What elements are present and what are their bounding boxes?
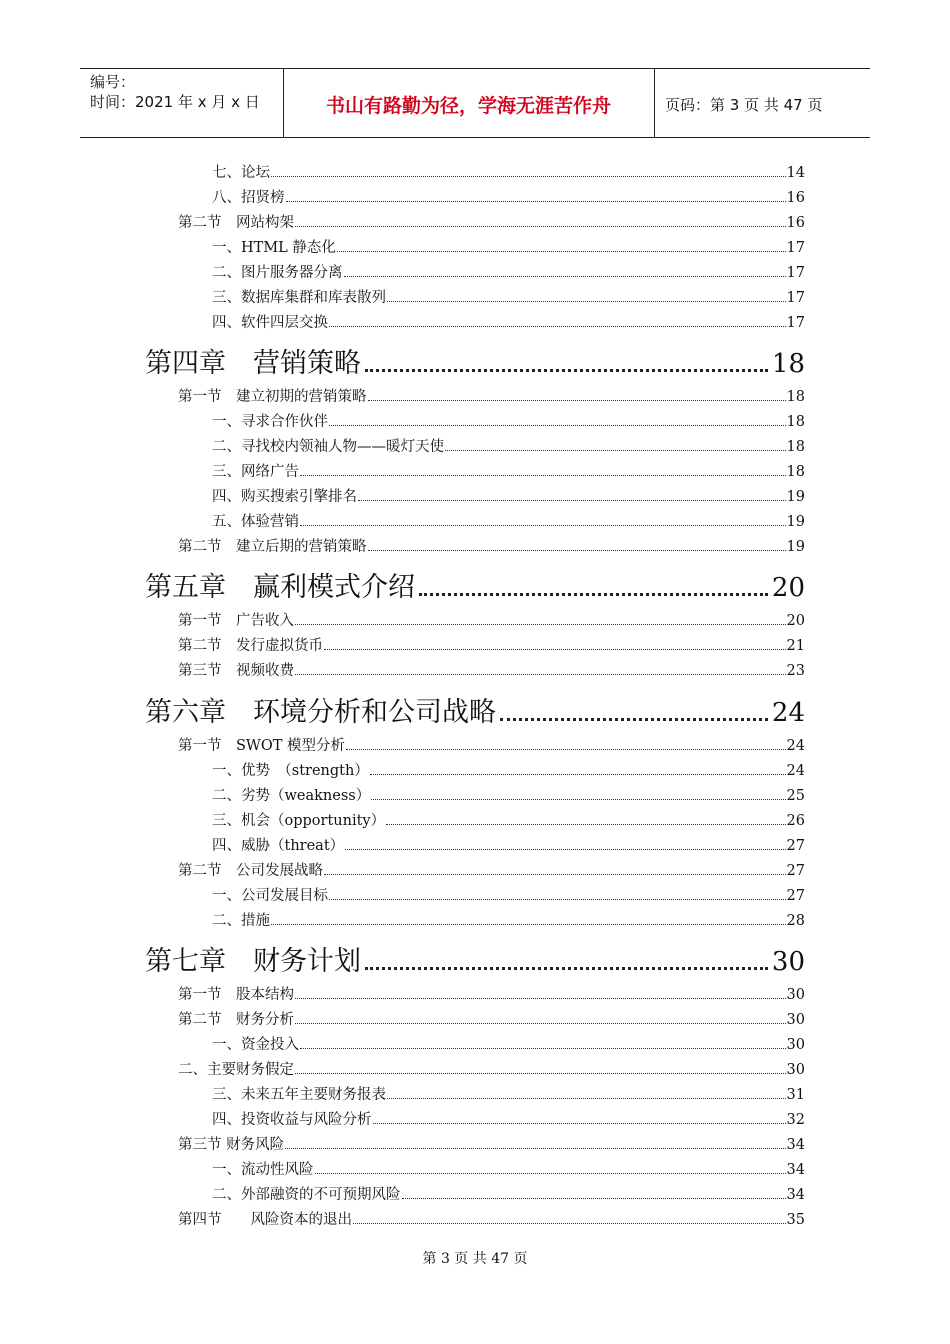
toc-entry-page: 30 [786,987,805,1003]
toc-entry[interactable] [212,759,805,780]
toc-entry-title: 八、招贤榜 [212,190,285,206]
toc-entry[interactable] [178,1208,805,1229]
toc-leader-dots [371,799,785,800]
toc-chapter-entry[interactable] [145,565,805,604]
toc-entry[interactable] [178,609,805,630]
toc-chapter-page: 30 [771,947,805,977]
toc-leader-dots [365,369,768,372]
toc-entry-page: 18 [786,464,805,480]
toc-entry-page: 23 [786,663,805,679]
toc-entry-page: 19 [786,514,805,530]
toc-entry-title: 七、论坛 [212,165,270,181]
document-header [80,68,870,138]
toc-entry-title: 三、数据库集群和库表散列 [212,290,386,306]
toc-entry-title: 四、软件四层交换 [212,315,328,331]
toc-entry-page: 34 [786,1187,805,1203]
toc-entry[interactable] [212,1183,805,1204]
toc-entry[interactable] [212,410,805,431]
header-page-cell [655,69,870,137]
toc-chapter-page: 20 [771,573,805,603]
toc-entry[interactable] [212,311,805,332]
toc-leader-dots [295,674,786,675]
toc-leader-dots [295,226,786,227]
toc-entry-page: 21 [786,638,805,654]
toc-entry-page: 16 [786,215,805,231]
toc-entry-title: 第二节 公司发展战略 [178,863,323,879]
toc-entry-page: 30 [786,1062,805,1078]
toc-entry-page: 30 [786,1037,805,1053]
toc-entry[interactable] [212,485,805,506]
toc-entry-title: 第一节 广告收入 [178,613,294,629]
header-page-number: 页码：第 3 页 共 47 页 [665,96,823,114]
toc-entry-title: 四、威胁（threat） [212,838,345,854]
toc-leader-dots [295,624,786,625]
header-motto-cell [283,69,655,137]
toc-entry-title: 二、图片服务器分离 [212,265,343,281]
toc-entry-page: 30 [786,1012,805,1028]
toc-leader-dots [344,276,786,277]
toc-leader-dots [329,326,786,327]
toc-chapter-title: 第六章 环境分析和公司战略 [145,697,496,728]
toc-entry-page: 34 [786,1162,805,1178]
toc-chapter-title: 第五章 赢利模式介绍 [145,572,415,603]
toc-entry[interactable] [212,809,805,830]
toc-leader-dots [370,774,786,775]
toc-leader-dots [373,1123,786,1124]
toc-entry-title: 三、网络广告 [212,464,299,480]
toc-entry-title: 第二节 建立后期的营销策略 [178,539,367,555]
toc-entry-title: 第二节 网站构架 [178,215,294,231]
toc-entry-page: 16 [786,190,805,206]
toc-entry-page: 25 [786,788,805,804]
toc-entry[interactable] [212,784,805,805]
toc-entry-page: 28 [786,913,805,929]
toc-entry-title: 第三节 视频收费 [178,663,294,679]
toc-entry-page: 27 [786,888,805,904]
toc-entry[interactable] [212,435,805,456]
toc-entry-title: 二、措施 [212,913,270,929]
toc-entry-page: 18 [786,414,805,430]
toc-entry-title: 二、劣势（weakness） [212,788,371,804]
toc-leader-dots [329,899,786,900]
toc-leader-dots [387,1098,786,1099]
toc-leader-dots [353,1223,786,1224]
toc-entry[interactable] [212,834,805,855]
toc-entry-page: 26 [786,813,805,829]
toc-entry[interactable] [212,236,805,257]
toc-entry[interactable] [178,1058,805,1079]
toc-leader-dots [365,967,768,970]
header-info-cell [80,69,284,137]
toc-leader-dots [368,400,786,401]
toc-leader-dots [271,924,786,925]
toc-leader-dots [329,425,786,426]
toc-chapter-page: 24 [771,698,805,728]
toc-entry-page: 17 [786,240,805,256]
toc-entry[interactable] [212,261,805,282]
toc-entry-title: 第一节 SWOT 模型分析 [178,738,346,754]
toc-entry-page: 14 [786,165,805,181]
toc-entry-title: 第二节 财务分析 [178,1012,294,1028]
toc-entry-page: 17 [786,290,805,306]
toc-entry[interactable] [212,1108,805,1129]
toc-entry[interactable] [178,983,805,1004]
toc-leader-dots [271,176,786,177]
toc-entry-page: 27 [786,863,805,879]
toc-entry-title: 一、资金投入 [212,1037,299,1053]
toc-leader-dots [285,1148,785,1149]
toc-leader-dots [346,749,786,750]
toc-entry[interactable] [212,161,805,182]
toc-entry[interactable] [212,460,805,481]
toc-entry[interactable] [178,535,805,556]
toc-entry[interactable] [212,186,805,207]
toc-entry-title: 四、购买搜索引擎排名 [212,489,357,505]
toc-entry-page: 34 [786,1137,805,1153]
toc-chapter-entry[interactable] [145,939,805,978]
toc-entry-page: 18 [786,439,805,455]
toc-entry[interactable] [178,211,805,232]
toc-leader-dots [315,1173,786,1174]
toc-entry-title: 第二节 发行虚拟货币 [178,638,323,654]
toc-entry[interactable] [178,1133,805,1154]
page-footer: 第 3 页 共 47 页 [422,1251,528,1267]
toc-entry[interactable] [212,1158,805,1179]
toc-leader-dots [500,718,768,721]
header-motto: 书山有路勤为径，学海无涯苦作舟 [325,95,611,117]
toc-entry-page: 24 [786,738,805,754]
toc-leader-dots [387,301,786,302]
toc-entry[interactable] [212,884,805,905]
toc-entry-title: 一、优势 （strength） [212,763,369,779]
toc-entry-title: 三、未来五年主要财务报表 [212,1087,386,1103]
toc-entry[interactable] [178,659,805,680]
toc-leader-dots [300,475,786,476]
toc-chapter-entry[interactable] [145,690,805,729]
toc-leader-dots [419,593,768,596]
document-date-label: 时间：2021 年 x 月 x 日 [90,93,260,111]
toc-entry-title: 第三节 财务风险 [178,1137,285,1153]
toc-entry[interactable] [212,909,805,930]
toc-entry-title: 二、主要财务假定 [178,1062,294,1078]
toc-chapter-title: 第七章 财务计划 [145,946,361,977]
toc-entry-page: 19 [786,489,805,505]
toc-entry-title: 第一节 股本结构 [178,987,294,1003]
toc-entry-title: 三、机会（opportunity） [212,813,386,829]
toc-chapter-entry[interactable] [145,341,805,380]
toc-entry-page: 20 [786,613,805,629]
toc-chapter-title: 第四章 营销策略 [145,348,361,379]
toc-leader-dots [368,550,786,551]
toc-entry-title: 一、寻求合作伙伴 [212,414,328,430]
toc-leader-dots [358,500,786,501]
toc-leader-dots [295,1073,786,1074]
toc-leader-dots [286,201,786,202]
toc-entry[interactable] [212,510,805,531]
toc-entry[interactable] [212,286,805,307]
toc-entry-title: 一、流动性风险 [212,1162,314,1178]
toc-chapter-page: 18 [771,349,805,379]
toc-entry-page: 17 [786,265,805,281]
toc-entry[interactable] [212,1083,805,1104]
document-code-label: 编号： [90,73,136,91]
toc-entry-title: 五、体验营销 [212,514,299,530]
toc-entry-page: 17 [786,315,805,331]
toc-entry-page: 35 [786,1212,805,1228]
toc-leader-dots [295,998,786,999]
toc-entry-page: 31 [786,1087,805,1103]
toc-entry-title: 第一节 建立初期的营销策略 [178,389,367,405]
toc-entry[interactable] [212,1033,805,1054]
toc-entry-page: 32 [786,1112,805,1128]
toc-entry-title: 第四节 风险资本的退出 [178,1212,352,1228]
toc-leader-dots [402,1198,786,1199]
toc-entry[interactable] [178,734,805,755]
toc-entry-title: 四、投资收益与风险分析 [212,1112,372,1128]
toc-entry-page: 19 [786,539,805,555]
toc-entry-page: 24 [786,763,805,779]
toc-leader-dots [445,450,786,451]
toc-leader-dots [324,874,786,875]
toc-leader-dots [300,525,786,526]
toc-leader-dots [345,849,785,850]
toc-entry[interactable] [178,859,805,880]
toc-entry-title: 一、HTML 静态化 [212,240,336,256]
toc-leader-dots [324,649,786,650]
toc-leader-dots [386,824,785,825]
toc-leader-dots [300,1048,786,1049]
toc-entry[interactable] [178,1008,805,1029]
toc-entry-title: 二、寻找校内领袖人物——暖灯天使 [212,439,444,455]
toc-entry[interactable] [178,634,805,655]
toc-entry[interactable] [178,385,805,406]
toc-entry-title: 一、公司发展目标 [212,888,328,904]
toc-entry-page: 27 [786,838,805,854]
toc-entry-page: 18 [786,389,805,405]
toc-entry-title: 二、外部融资的不可预期风险 [212,1187,401,1203]
toc-leader-dots [337,251,786,252]
toc-leader-dots [295,1023,786,1024]
